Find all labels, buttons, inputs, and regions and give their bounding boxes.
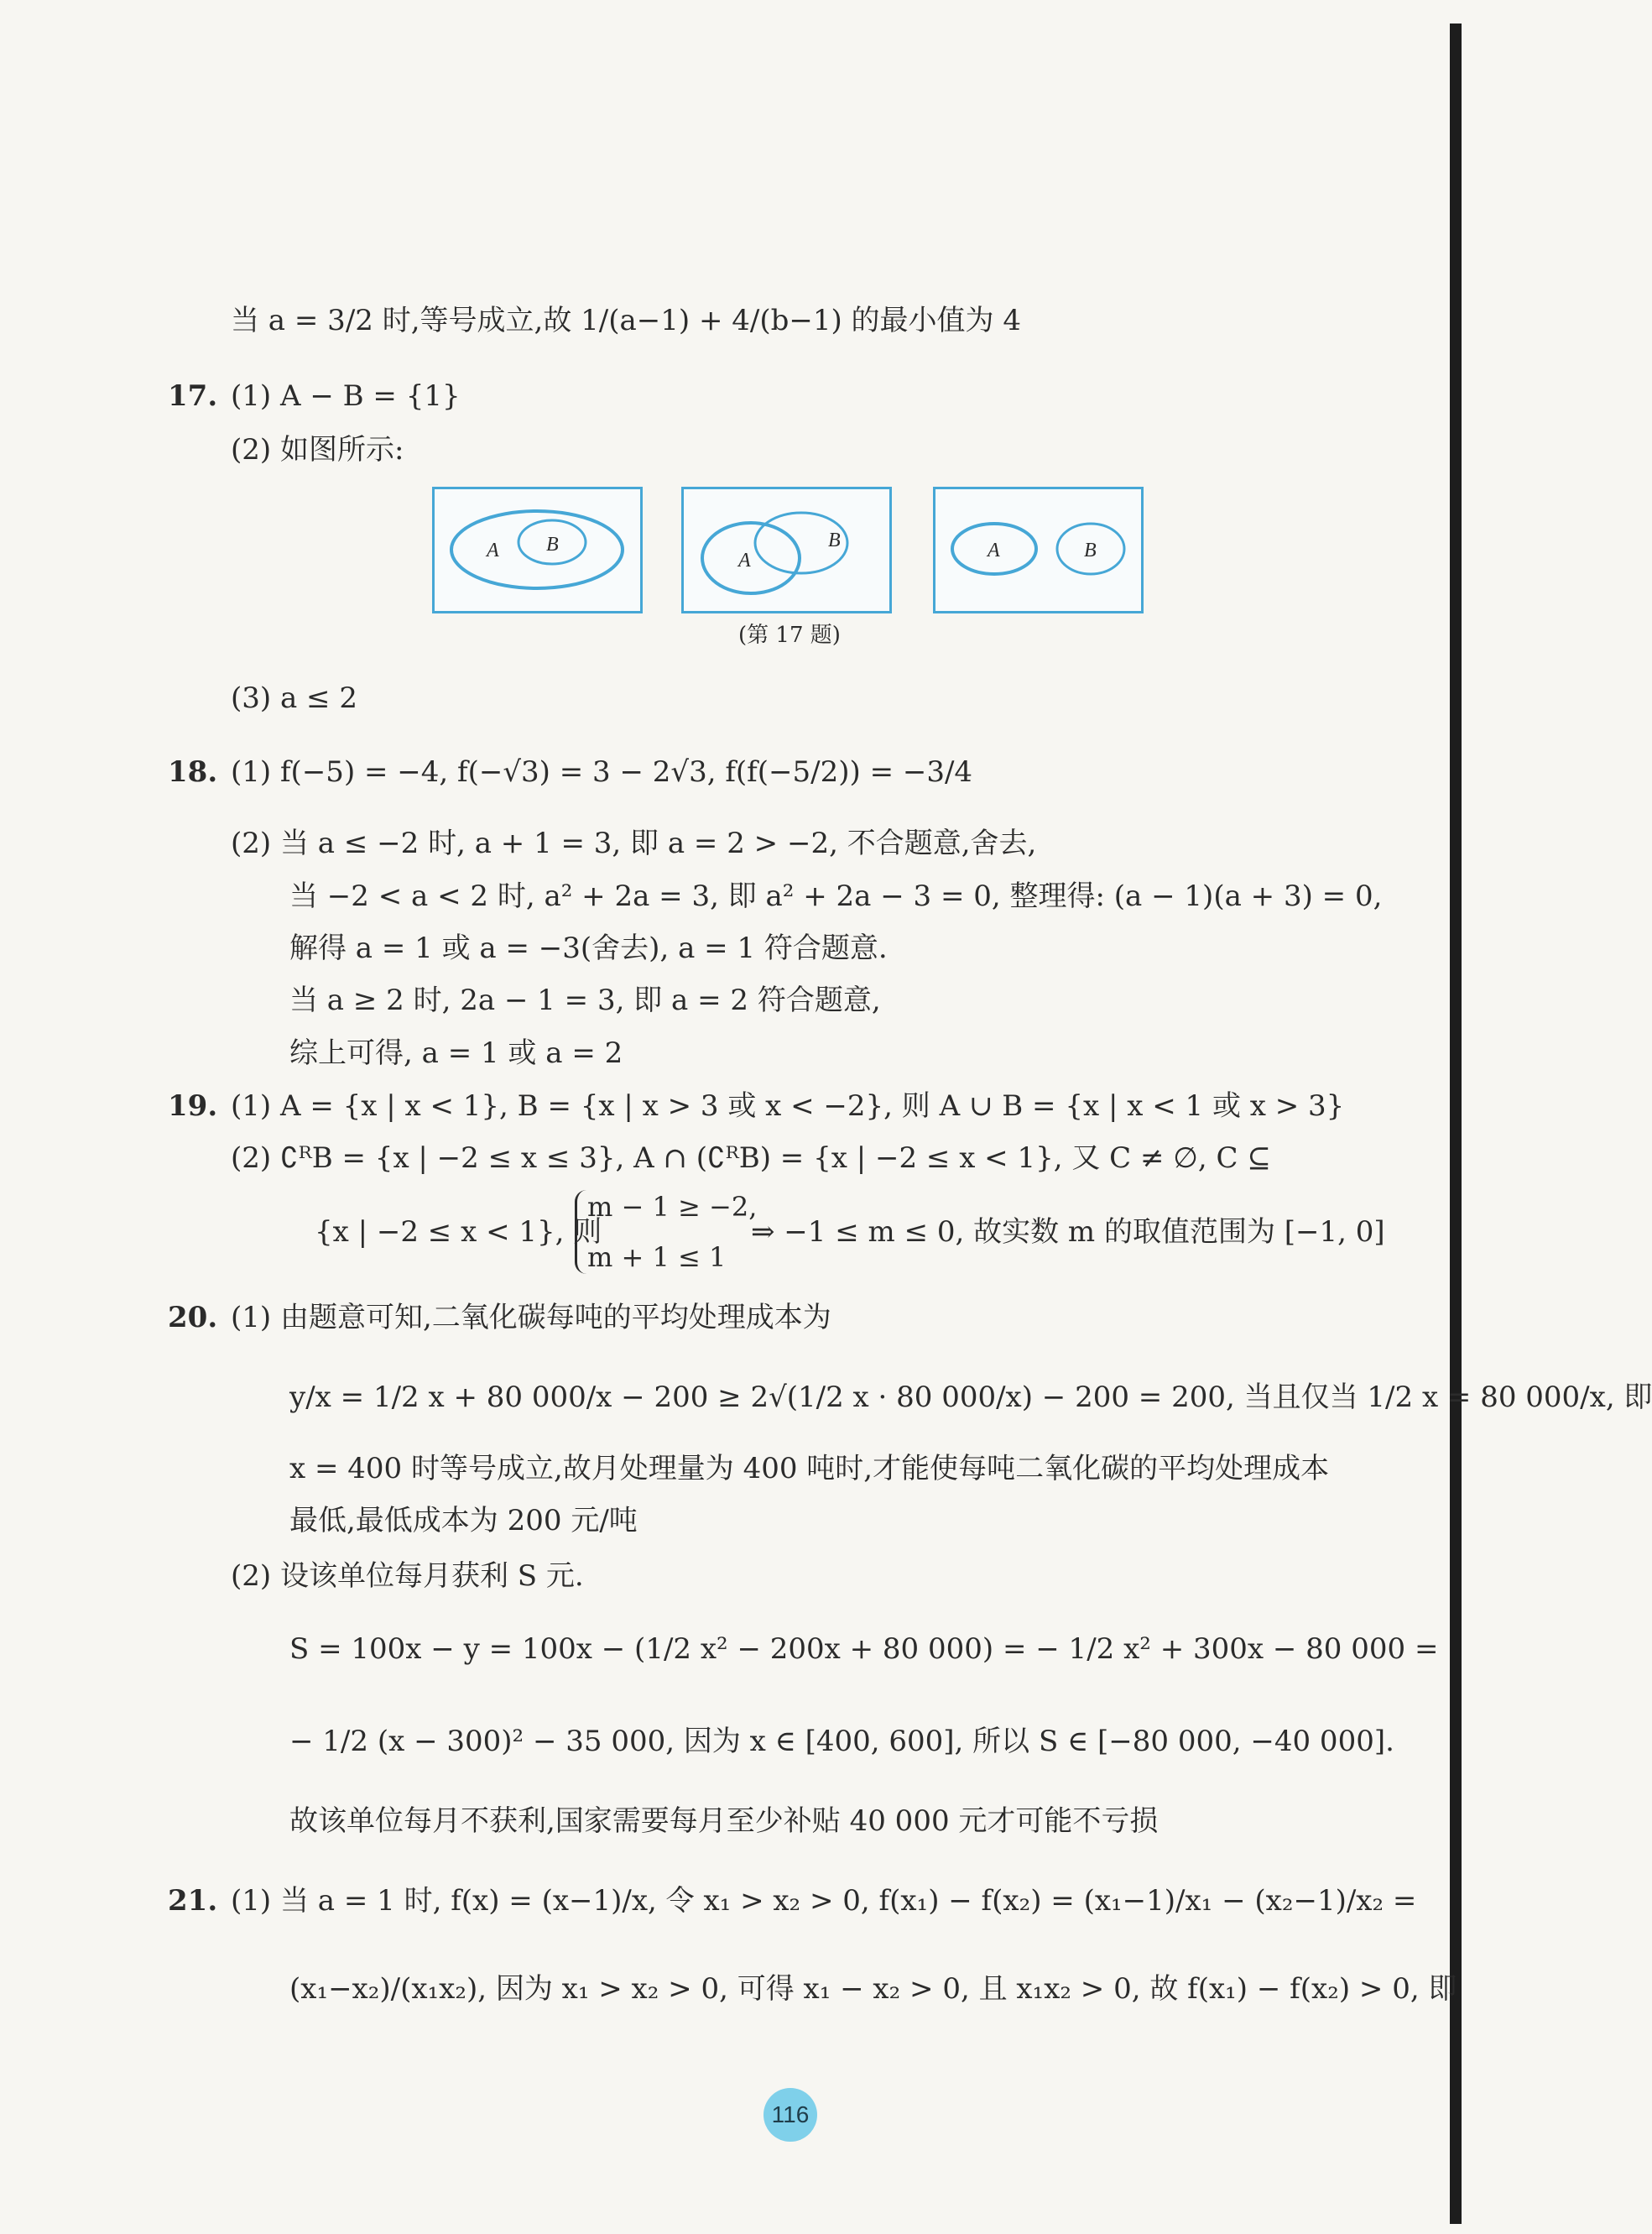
venn-diagrams bbox=[432, 487, 1141, 613]
question-17-number: 17. bbox=[168, 379, 218, 413]
figure-caption: (第 17 题) bbox=[738, 623, 841, 648]
q19-system-line2: m + 1 ≤ 1 bbox=[587, 1241, 727, 1273]
label-a: A bbox=[738, 550, 751, 572]
q20-part1-line4: 最低,最低成本为 200 元/吨 bbox=[289, 1504, 638, 1537]
venn-diagram-subset bbox=[432, 487, 643, 613]
q20-part2-line4: 故该单位每月不获利,国家需要每月至少补贴 40 000 元才可能不亏损 bbox=[289, 1804, 1159, 1838]
q20-part1-line1: (1) 由题意可知,二氧化碳每吨的平均处理成本为 bbox=[231, 1301, 831, 1334]
q18-part2-line1: (2) 当 a ≤ −2 时, a + 1 = 3, 即 a = 2 > −2, 不合题意,舍去, bbox=[231, 827, 1037, 860]
page-number: 116 bbox=[763, 2088, 817, 2142]
q18-part2-line2: 当 −2 < a < 2 时, a² + 2a = 3, 即 a² + 2a − 3 = 0, 整理得: (a − 1)(a + 3) = 0, bbox=[289, 880, 1383, 913]
label-b: B bbox=[828, 530, 841, 551]
q17-part2: (2) 如图所示: bbox=[231, 433, 404, 467]
q18-part2-line4: 当 a ≥ 2 时, 2a − 1 = 3, 即 a = 2 符合题意, bbox=[289, 984, 881, 1017]
q20-part2-formula2: − 1/2 (x − 300)² − 35 000, 因为 x ∈ [400, 600], 所以 S ∈ [−80 000, −40 000]. bbox=[289, 1725, 1394, 1758]
venn-diagram-disjoint bbox=[933, 487, 1144, 613]
question-19-number: 19. bbox=[168, 1089, 218, 1123]
q20-part1-formula: y/x = 1/2 x + 80 000/x − 200 ≥ 2√(1/2 x · 80 000/x) − 200 = 200, 当且仅当 1/2 x = 80 000/x, 即 bbox=[289, 1381, 1652, 1414]
question-20-number: 20. bbox=[168, 1301, 218, 1334]
label-b: B bbox=[546, 534, 559, 556]
question-18-number: 18. bbox=[168, 755, 218, 789]
q20-part1-line3: x = 400 时等号成立,故月处理量为 400 吨时,才能使每吨二氧化碳的平均处理成本 bbox=[289, 1452, 1330, 1485]
q18-part1: (1) f(−5) = −4, f(−√3) = 3 − 2√3, f(f(−5/2)) = −3/4 bbox=[231, 755, 973, 789]
q18-part2-line3: 解得 a = 1 或 a = −3(舍去), a = 1 符合题意. bbox=[289, 932, 888, 965]
q19-system-line1: m − 1 ≥ −2, bbox=[587, 1191, 758, 1223]
q19-part2-line1: (2) ∁ᴿB = {x | −2 ≤ x ≤ 3}, A ∩ (∁ᴿB) = {x | −2 ≤ x < 1}, 又 C ≠ ∅, C ⊆ bbox=[231, 1141, 1271, 1175]
q21-part1-line1: (1) 当 a = 1 时, f(x) = (x−1)/x, 令 x₁ > x₂ > 0, f(x₁) − f(x₂) = (x₁−1)/x₁ − (x₂−1)/x₂ = bbox=[231, 1884, 1417, 1918]
q17-part1: (1) A − B = {1} bbox=[231, 379, 461, 413]
q19-part2-prefix: {x | −2 ≤ x < 1}, 则 bbox=[315, 1215, 602, 1249]
q19-part2-suffix: ⇒ −1 ≤ m ≤ 0, 故实数 m 的取值范围为 [−1, 0] bbox=[751, 1215, 1385, 1249]
q21-part1-line2: (x₁−x₂)/(x₁x₂), 因为 x₁ > x₂ > 0, 可得 x₁ − x₂ > 0, 且 x₁x₂ > 0, 故 f(x₁) − f(x₂) > 0, 即 bbox=[289, 1972, 1457, 2006]
label-b: B bbox=[1084, 540, 1097, 561]
q20-part2-line1: (2) 设该单位每月获利 S 元. bbox=[231, 1559, 584, 1593]
q19-part1: (1) A = {x | x < 1}, B = {x | x > 3 或 x < −2}, 则 A ∪ B = {x | x < 1 或 x > 3} bbox=[231, 1089, 1345, 1123]
label-a: A bbox=[988, 540, 1000, 561]
venn-diagram-intersect bbox=[681, 487, 892, 613]
page-edge-bar bbox=[1450, 23, 1462, 2224]
q17-part3: (3) a ≤ 2 bbox=[231, 681, 357, 715]
q20-part2-formula1: S = 100x − y = 100x − (1/2 x² − 200x + 80 000) = − 1/2 x² + 300x − 80 000 = bbox=[289, 1632, 1439, 1666]
label-a: A bbox=[487, 540, 499, 561]
question-21-number: 21. bbox=[168, 1884, 218, 1918]
q18-part2-line5: 综上可得, a = 1 或 a = 2 bbox=[289, 1036, 623, 1070]
intro-line: 当 a = 3/2 时,等号成立,故 1/(a−1) + 4/(b−1) 的最小值为 4 bbox=[231, 304, 1021, 337]
